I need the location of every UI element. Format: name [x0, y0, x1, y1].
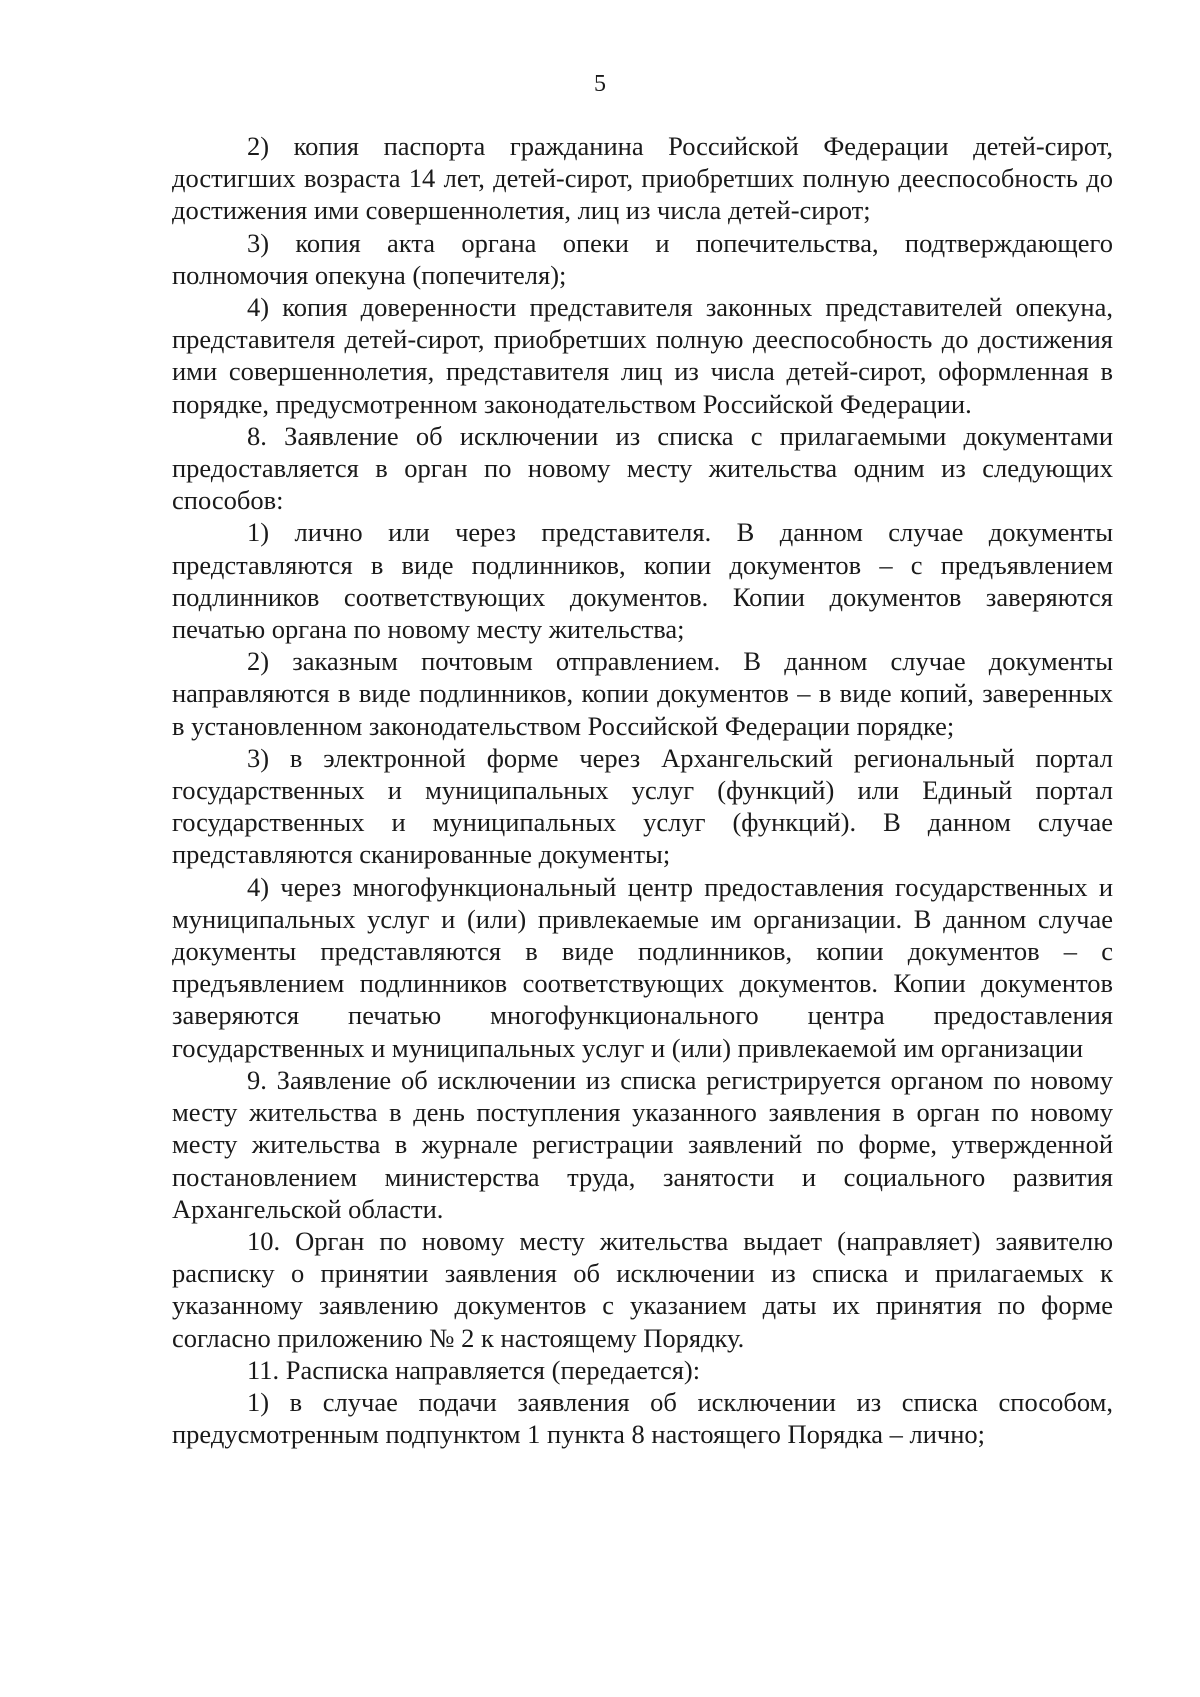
page-number: 5 [594, 71, 606, 97]
paragraph-method-4-mfc: 4) через многофункциональный центр предоставления государственных и муниципальных услуг и (или) привлекаемые им организации. В данном случае документы представляются в виде подлинников, копии документов – с предъявлением подлинников соответствующих документов. Копии документов заверяются печатью многофункционального центра предоставления государственных и муниципальных услуг и (или) привлекаемой им организации [172, 871, 1113, 1063]
paragraph-method-3-electronic: 3) в электронной форме через Архангельский региональный портал государственных и муниципальных услуг (функций) или Единый портал государственных и муниципальных услуг (функций). В данном случае представляются сканированные документы; [172, 742, 1113, 870]
document-body [172, 130, 1113, 1450]
paragraph-item-3-guardianship-act: 3) копия акта органа опеки и попечительства, подтверждающего полномочия опекуна (попечителя); [172, 227, 1113, 290]
paragraph-method-1-in-person: 1) лично или через представителя. В данном случае документы представляются в виде подлинников, копии документов – с предъявлением подлинников соответствующих документов. Копии документов заверяются печатью органа по новому месту жительства; [172, 517, 1113, 645]
paragraph-item-2-passport-copy: 2) копия паспорта гражданина Российской Федерации детей-сирот, достигших возраста 14 лет, детей-сирот, приобретших полную дееспособность до достижения ими совершеннолетия, лиц из числа детей-сирот; [172, 131, 1113, 226]
paragraph-clause-10: 10. Орган по новому месту жительства выдает (направляет) заявителю расписку о принятии заявления об исключении из списка и прилагаемых к указанному заявлению документов с указанием даты их принятия по форме согласно приложению № 2 к настоящему Порядку. [172, 1225, 1113, 1353]
paragraph-clause-11-item-1: 1) в случае подачи заявления об исключении из списка способом, предусмотренным подпунктом 1 пункта 8 настоящего Порядка – лично; [172, 1386, 1113, 1450]
paragraph-clause-9: 9. Заявление об исключении из списка регистрируется органом по новому месту жительства в день поступления указанного заявления в орган по новому месту жительства в журнале регистрации заявлений по форме, утвержденной постановлением министерства труда, занятости и социального развития Архангельской области. [172, 1064, 1113, 1224]
paragraph-clause-8: 8. Заявление об исключении из списка с прилагаемыми документами предоставляется в орган по новому месту жительства одним из следующих способов: [172, 420, 1113, 516]
paragraph-method-2-registered-mail: 2) заказным почтовым отправлением. В данном случае документы направляются в виде подлинников, копии документов – в виде копий, заверенных в установленном законодательством Российской Федерации порядке; [172, 646, 1113, 741]
paragraph-clause-11: 11. Расписка направляется (передается): [247, 1354, 701, 1385]
paragraph-item-4-power-of-attorney: 4) копия доверенности представителя законных представителей опекуна, представителя детей-сирот, приобретших полную дееспособность до достижения ими совершеннолетия, представителя лиц из числа детей-сирот, оформленная в порядке, предусмотренном законодательством Российской Федерации. [172, 292, 1113, 419]
